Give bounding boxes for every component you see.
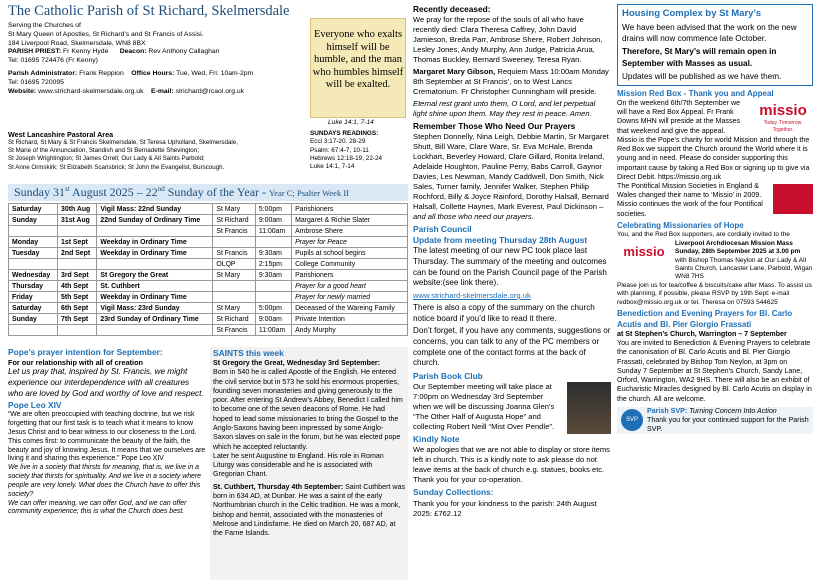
schedule-church bbox=[213, 237, 256, 248]
table-row bbox=[9, 281, 408, 292]
schedule-event bbox=[97, 259, 213, 270]
schedule-event: St Gregory the Great bbox=[97, 270, 213, 281]
schedule-event: Weekday in Ordinary Time bbox=[97, 248, 213, 259]
priest-line: PARISH PRIEST: Fr Kenny Hyde Deacon: Rev Anthony Callaghan bbox=[8, 48, 220, 56]
svp-sub: Turning Concern Into Action bbox=[689, 406, 777, 415]
schedule-date: 6th Sept bbox=[58, 303, 97, 314]
book-cover-image bbox=[567, 382, 611, 434]
middle-column bbox=[413, 4, 611, 580]
schedule-note: Pupils at school begins bbox=[292, 248, 408, 259]
deceased-text: We pray for the repose of the souls of all who have recently died: Clara Theresa Caffrey, John David Jamieson, Breda Parr, Ambrose Shere, Robert Johnson, Lesley Jones, Andy Murphy, Ann Judge, Patricia Arua, Thomas Buckley, Bernard Sweeney, Teresa Ryan. bbox=[413, 14, 603, 64]
table-row bbox=[9, 259, 408, 270]
missio-logo-2: missio bbox=[623, 243, 665, 259]
right-column bbox=[617, 4, 813, 580]
schedule-church: St Richard bbox=[213, 314, 256, 325]
schedule-date: 2nd Sept bbox=[58, 248, 97, 259]
schedule-note: Prayer for newly married bbox=[292, 292, 408, 303]
schedule-date: 31st Aug bbox=[58, 215, 97, 226]
book-club-title: Parish Book Club bbox=[413, 371, 483, 382]
quote-reference: Luke 14:1, 7-14 bbox=[328, 119, 374, 126]
reading: Luke 14:1, 7-14 bbox=[310, 163, 355, 171]
schedule-date: 3rd Sept bbox=[58, 270, 97, 281]
schedule-church bbox=[213, 281, 256, 292]
requiem-text: Margaret Mary Gibson, Requiem Mass 10:00am Monday 8th September at St Francis’, on to West Lancs Crematorium. Fr Christopher Cunningham will preside. bbox=[413, 67, 609, 97]
reading: Hebrews 12:18-19, 22-24 bbox=[310, 154, 383, 162]
housing-title: Housing Complex by St Mary’s bbox=[622, 8, 762, 19]
schedule-note: Andy Murphy bbox=[292, 325, 408, 336]
address-text: 184 Liverpool Road, Skelmersdale, WN8 8BX bbox=[8, 39, 146, 47]
pastoral-line: St Joseph Wrightington; St James Orrell; Our Lady & All Saints Parbold; bbox=[8, 155, 205, 163]
schedule-note: Parishioners bbox=[292, 270, 408, 281]
redbox-text-2: Missio is the Pope’s charity for world Mission and through the Red Box we support the Church around the World where it is young and in need. Please do consider supporting this important cause by taking a Red Box or signing up to give via Direct Debit. https://missio.org.uk bbox=[617, 135, 810, 181]
schedule-time: 2:15pm bbox=[255, 259, 291, 270]
pope-prayer: Let us pray that, inspired by St. Francis, we might experience our interdependence with all creatures who are loved by God and worthy of love and respect. bbox=[8, 367, 204, 398]
schedule-date: 4th Sept bbox=[58, 281, 97, 292]
schedule-note: Prayer for Peace bbox=[292, 237, 408, 248]
schedule-day bbox=[9, 325, 58, 336]
schedule-note: College Community bbox=[292, 259, 408, 270]
schedule-time bbox=[255, 281, 291, 292]
housing-text-2: Therefore, St Mary’s will remain open in September with Masses as usual. bbox=[622, 47, 777, 68]
schedule-day: Friday bbox=[9, 292, 58, 303]
gregory-text: Born in 540 he is called Apostle of the English. He entered the civil service but in 573 he sold his enormous properties, founding seven monasteries and giving generously to the poor. After entering St Andrew’s Abbey, Benedict I called him to become one of the seven deacons of Rome. He had hoped to lead some missionaries to bring the Gospel to the Anglo-Saxons having been impressed by some Anglo- Saxon slaves on sale in the forum, but he was elected pope which he accepted reluctantly. bbox=[213, 368, 403, 451]
hope-title: Celebrating Missionaries of Hope bbox=[617, 220, 744, 230]
saints-this-week bbox=[210, 347, 408, 580]
redbox-p3-wrap bbox=[617, 182, 813, 219]
collections-title: Sunday Collections: bbox=[413, 487, 494, 498]
hope-event-block bbox=[617, 240, 813, 282]
schedule-church: St Mary bbox=[213, 303, 256, 314]
schedule-note: Private Intention bbox=[292, 314, 408, 325]
pope-sub: For our relationship with all of creation bbox=[8, 357, 144, 367]
schedule-day: Thursday bbox=[9, 281, 58, 292]
table-row bbox=[9, 226, 408, 237]
table-row bbox=[9, 248, 408, 259]
pastoral-line: St Richard, St Mary & St Francis Skelmersdale, St Teresa Upholland, Skelmersdale, bbox=[8, 139, 238, 147]
council-subtitle: Update from meeting Thursday 28th August bbox=[413, 235, 588, 246]
gregory-title: St Gregory the Great, Wednesday 3rd September: bbox=[213, 359, 381, 367]
schedule-event bbox=[97, 325, 213, 336]
schedule-date: 1st Sept bbox=[58, 237, 97, 248]
schedule-event: Vigil Mass: 22nd Sunday bbox=[97, 204, 213, 215]
schedule-event: 22nd Sunday of Ordinary Time bbox=[97, 215, 213, 226]
table-row bbox=[9, 204, 408, 215]
tel2-line: Tel: 01695 720095 bbox=[8, 78, 64, 86]
admin-line: Parish Administrator: Frank Reppion Office Hours: Tue, Wed, Fri: 10am-2pm bbox=[8, 70, 254, 78]
remember-text: Stephen Donnelly, Nina Leigh, Debbie Martin, Sr Margaret Shutt, Bill Ware, Clare Ware, Sr. Eva McHale, Brenda Lockhart, Beverley Howard, Clare Gillard, Ronita Ireland, Adelaide Houghton, Pauline Perry, Babs Carroll, Gaynor Davies, Les Newman, Mandy Caddwell, Don Smith, Nick Sales, Turner family, Jennifer Walker, Stephen Philip Rochford, Billy & Joyce Rainford, Dorothy Halsall, Bernard Halsall, Collette Haynes, Mark Everest, Paul Dickinson – and all those who need our prayers. bbox=[413, 132, 609, 222]
schedule-church: St Mary bbox=[213, 204, 256, 215]
hope-venue: with Bishop Thomas Neylon at Our Lady & All Saints Church, Lancaster Lane, Parbold, Wigan WN8 7HS bbox=[675, 256, 813, 281]
schedule-church: St Mary bbox=[213, 270, 256, 281]
hope-event: Liverpool Archdiocesan Mission Mass Sunday, 28th September 2025 at 3.00 pm bbox=[675, 239, 801, 256]
housing-box bbox=[617, 4, 813, 86]
red-box-image bbox=[773, 184, 813, 214]
schedule-time bbox=[255, 292, 291, 303]
schedule-date bbox=[58, 226, 97, 237]
pope-quote-3: We can offer meaning, we can offer God, and we can offer community experience; this is what the Church does best. bbox=[8, 499, 187, 516]
schedule-event: Weekday in Ordinary Time bbox=[97, 292, 213, 303]
table-row bbox=[9, 314, 408, 325]
schedule-note: Deceased of the Wareing Family bbox=[292, 303, 408, 314]
table-row bbox=[9, 292, 408, 303]
redbox-text: On the weekend 6th/7th September we will have a Red Box Appeal. Fr Frank Downs MHN will preside at the Masses that weekend and give the appeal. bbox=[617, 99, 741, 135]
schedule-time: 9:00am bbox=[255, 314, 291, 325]
gregory-text-2: Later he sent Augustine to England. His role in Roman Liturgy was considerable and he is associated with Gregorian Chant. bbox=[213, 451, 384, 479]
schedule-date: 30th Aug bbox=[58, 204, 97, 215]
council-p2: There is also a copy of the summary on the church notice board if you’d like to read it there. bbox=[413, 303, 595, 323]
readings-title: SUNDAYS READINGS: bbox=[310, 130, 379, 137]
book-club-body bbox=[413, 382, 611, 432]
housing-text: We have been advised that the work on the new drains will now commence late October. bbox=[622, 23, 797, 44]
left-column bbox=[8, 4, 408, 580]
schedule-event: Weekday in Ordinary Time bbox=[97, 237, 213, 248]
schedule-event: Vigil Mass: 23rd Sunday bbox=[97, 303, 213, 314]
benediction-text: You are invited to Benediction & Evening Prayers to celebrate the canonisation of Bl. Carlo Acutis and Bl. Pier Giorgio Frassati, celebrated by Bishop Tom Neylon, at 3pm on Sunday 7 September at St Stephen’s Church, Sandy Lane, Orford, Warrington, WA2 9HS. There will also be an exhibit of Eucharistic Miracles designed by Bl. Carlo Acutis on display in the church. All are welcome. bbox=[617, 339, 812, 403]
redbox-text-3: The Pontifical Mission Societies in England & Wales changed their name to ‘Missio’ in 2009. Missio continues the work of the four Pontifical societies. bbox=[617, 182, 763, 218]
schedule-day: Wednesday bbox=[9, 270, 58, 281]
schedule-day: Sunday bbox=[9, 314, 58, 325]
schedule-date bbox=[58, 325, 97, 336]
table-row bbox=[9, 237, 408, 248]
pope-leo-title: Pope Leo XIV bbox=[8, 400, 62, 411]
remember-title: Remember Those Who Need Our Prayers bbox=[413, 121, 576, 132]
council-p3: Don’t forget, if you have any comments, suggestions or concerns, you can talk to any of the PC members or complete one of the contact forms at the back of church. bbox=[413, 326, 611, 368]
schedule-note: Margaret & Richie Slater bbox=[292, 215, 408, 226]
schedule-day: Saturday bbox=[9, 303, 58, 314]
table-row bbox=[9, 215, 408, 226]
schedule-time: 9:30am bbox=[255, 248, 291, 259]
schedule-date: 5th Sept bbox=[58, 292, 97, 303]
schedule-event bbox=[97, 226, 213, 237]
schedule-note: Prayer for a good heart bbox=[292, 281, 408, 292]
website-link[interactable]: www.strichard-skelmersdale.org.uk bbox=[38, 87, 144, 95]
schedule-day: Tuesday bbox=[9, 248, 58, 259]
pastoral-line: St Anne Ormskirk; St Elizabeth Scarisbrick; St John the Evangelist, Burscough. bbox=[8, 163, 225, 171]
redbox-title: Mission Red Box - Thank you and Appeal bbox=[617, 88, 774, 98]
svp-text: Thank you for your continued support for the Parish SVP. bbox=[647, 415, 809, 434]
pope-title: Pope’s prayer intention for September: bbox=[8, 347, 163, 357]
schedule-day bbox=[9, 226, 58, 237]
svp-title: Parish SVP: bbox=[647, 406, 688, 415]
pastoral-area bbox=[8, 130, 308, 172]
schedule-church: St Francis bbox=[213, 226, 256, 237]
reading: Eccl 3:17-20. 28-29 bbox=[310, 138, 366, 146]
council-link[interactable]: www.strichard-skelmersdale.org.uk bbox=[413, 291, 531, 301]
schedule-note: Parishioners bbox=[292, 204, 408, 215]
churches-text: St Mary Queen of Apostles, St Richard’s and St Francis of Assisi. bbox=[8, 30, 204, 38]
schedule-time: 11:00am bbox=[255, 226, 291, 237]
hope-rsvp: Please join us for tea/coffee & biscuits/cake after Mass. To assist us with planning, if possible, please RSVP by 19th Sept: e-mail redbox@missio.org.uk or tel. Theresa on 07593 544625 bbox=[617, 281, 812, 306]
redbox-section bbox=[617, 89, 813, 219]
schedule-day bbox=[9, 259, 58, 270]
deceased-title: Recently deceased: bbox=[413, 4, 491, 14]
council-text: The latest meeting of our new PC took place last Thursday. The summary of the meeting and outcomes can be found on the Parish Council page of the Parish website:(see link there). bbox=[413, 246, 607, 288]
table-row bbox=[9, 270, 408, 281]
kindly-title: Kindly Note bbox=[413, 434, 460, 445]
pope-quote: “We are often preoccupied with teaching doctrine, but we risk forgetting that our first task is to teach what it means to know Jesus Christ and to bear witness to our closeness to the Lord. This comes first: to communicate the beauty of the faith, the beauty and joy of knowing Jesus. It means that we ourselves are living it and sharing this experience.” Pope Leo XIV bbox=[8, 411, 206, 463]
email-link[interactable]: strichard@rcaol.org.uk bbox=[175, 87, 245, 95]
svp-box bbox=[617, 407, 813, 435]
kindly-text: We apologies that we are not able to display or store items left in church. This is a kindly note to ask please do not leave items at the back of church e.g. statues, books etc. Thank you for your co-operation. bbox=[413, 445, 610, 485]
scripture-quote-box: Everyone who exalts himself will be humble, and the man who humbles himself will be exalted. bbox=[310, 18, 406, 118]
mass-schedule-table bbox=[8, 203, 408, 336]
schedule-time: 5:00pm bbox=[255, 303, 291, 314]
benediction-subtitle: at St Stephen’s Church, Warrington – 7 September bbox=[617, 330, 787, 338]
saints-title: SAINTS this week bbox=[213, 348, 284, 358]
schedule-church: St Francis bbox=[213, 248, 256, 259]
schedule-church: St Francis bbox=[213, 325, 256, 336]
schedule-date: 7th Sept bbox=[58, 314, 97, 325]
pope-quote-2: We live in a society that thirsts for meaning, that is, we live in a society that thirsts for spirituality. And we live in a society where people are very lonely. What does the Church have to offer this society? bbox=[8, 464, 202, 498]
svp-logo: SVP bbox=[621, 409, 643, 431]
tel-line: Tel: 01695 724476 (Fr Kenny) bbox=[8, 57, 98, 65]
hope-intro: You, and the Red Box supporters, are cordially invited to the bbox=[617, 231, 790, 239]
schedule-time: 5:00pm bbox=[255, 204, 291, 215]
table-row bbox=[9, 303, 408, 314]
pastoral-title: West Lancashire Pastoral Area bbox=[8, 130, 114, 139]
cuthbert-title: St. Cuthbert, Thursday 4th September: bbox=[213, 482, 344, 491]
schedule-time: 9:30am bbox=[255, 270, 291, 281]
web-line: Website: www.strichard-skelmersdale.org.uk E-mail: strichard@rcaol.org.uk bbox=[8, 87, 245, 95]
cuthbert-text: Saint Cuthbert was born in 634 AD, at Dunbar. He was a saint of the early Northumbrian church in the Celtic tradition. He was a monk, bishop and hermit, associated with the monasteries of Melrose and Lindisfarne. He died on March 20, 687 AD, at the Farne Islands. bbox=[213, 482, 405, 538]
schedule-church: OLQP bbox=[213, 259, 256, 270]
collections-text: Thank you for your kindness to the parish: 24th August 2025: £762.12 bbox=[413, 498, 597, 518]
sunday-banner: Sunday 31st August 2025 – 22nd Sunday of the Year - Year C; Psalter Week II bbox=[8, 184, 408, 201]
schedule-time bbox=[255, 237, 291, 248]
council-title: Parish Council bbox=[413, 224, 472, 235]
serving-text: Serving the Churches of bbox=[8, 21, 81, 29]
schedule-church bbox=[213, 292, 256, 303]
schedule-date bbox=[58, 259, 97, 270]
benediction-title: Benediction and Evening Prayers for Bl. Carlo Acutis and Bl. Pier Giorgio Frassati bbox=[617, 309, 793, 329]
pastoral-line: St Marie of the Annunciation, Standish and St Bernadette Shevington; bbox=[8, 147, 199, 155]
schedule-time: 11:00am bbox=[255, 325, 291, 336]
schedule-day: Saturday bbox=[9, 204, 58, 215]
page-title: The Catholic Parish of St Richard, Skelmersdale bbox=[8, 3, 290, 19]
reading: Psalm: 67:4-7, 10-11 bbox=[310, 146, 369, 154]
sunday-readings bbox=[310, 130, 406, 172]
schedule-time: 9:00am bbox=[255, 215, 291, 226]
table-row bbox=[9, 325, 408, 336]
schedule-note: Ambrose Shere bbox=[292, 226, 408, 237]
schedule-event: 23rd Sunday of Ordinary Time bbox=[97, 314, 213, 325]
book-club-text: Our September meeting will take place at 7:00pm on Wednesday 3rd September when we will be discussing Joanna Glen’s “The Other Half of Augusta Hope” and collecting Robert Neill “Mist Over Pendle”. bbox=[413, 382, 555, 432]
pope-intention bbox=[8, 347, 206, 517]
schedule-event: St. Cuthbert bbox=[97, 281, 213, 292]
missio-logo: missio Today. Tomorrow. Together. bbox=[759, 101, 807, 133]
schedule-day: Monday bbox=[9, 237, 58, 248]
schedule-day: Sunday bbox=[9, 215, 58, 226]
housing-text-3: Updates will be published as we have them. bbox=[622, 71, 782, 81]
schedule-church: St Richard bbox=[213, 215, 256, 226]
eternal-rest: Eternal rest grant unto them, O Lord, and let perpetual light shine upon them. May they rest in peace. Amen. bbox=[413, 99, 596, 119]
